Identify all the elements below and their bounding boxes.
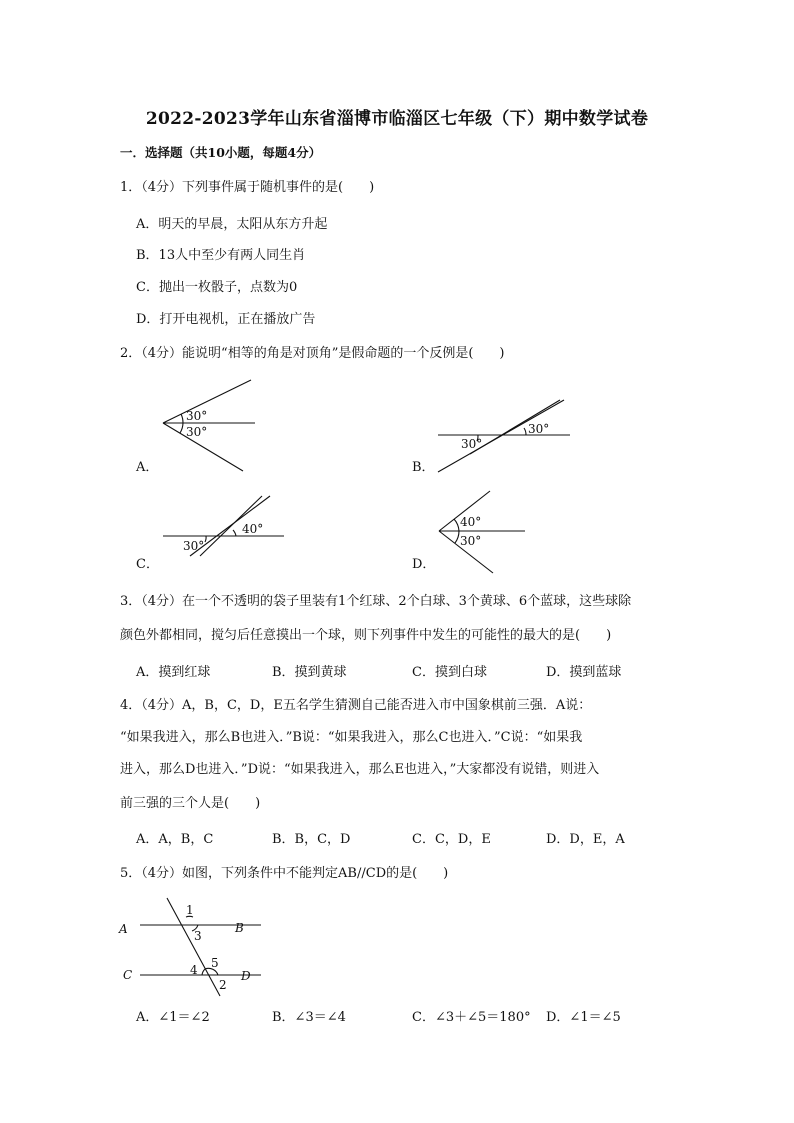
angle-1-label: 1 [186, 903, 194, 917]
q4-option-a: A．A，B，C [136, 832, 214, 847]
point-d-label: D [241, 969, 251, 983]
q1-option-b: B．13人中至少有两人同生肖 [136, 248, 306, 263]
q3-option-a: A．摸到红球 [136, 665, 211, 680]
fig-c-left-arc [205, 536, 206, 542]
fig-b-left-angle-label: 30° [461, 437, 483, 451]
q4-stem-line3: 进入，那么D也进入．”D说：“如果我进入，那么E也进入，”大家都没有说错，则进入 [120, 762, 600, 777]
q2-option-c-label: C． [136, 557, 159, 572]
q4-option-c: C．C，D，E [412, 832, 491, 847]
q1-stem: 1．（4分）下列事件属于随机事件的是( ) [120, 180, 375, 195]
q2-stem: 2．（4分）能说明“相等的角是对顶角”是假命题的一个反例是( ) [120, 346, 505, 361]
q3-option-b: B．摸到黄球 [272, 665, 347, 680]
q2-figure-b [430, 390, 580, 480]
q1-option-d: D．打开电视机，正在播放广告 [136, 312, 316, 327]
fig-c-left-angle-label: 30° [183, 539, 205, 553]
q2-figure-c [150, 490, 290, 560]
q2-figure-d [430, 488, 560, 578]
page-title: 2022-2023学年山东省淄博市临淄区七年级（下）期中数学试卷 [145, 109, 649, 129]
q3-stem-line1: 3．（4分）在一个不透明的袋子里装有1个红球、2个白球、3个黄球、6个蓝球，这些球除 [120, 594, 632, 609]
q4-stem-line4: 前三强的三个人是( ) [120, 796, 261, 811]
q5-option-d: D．∠1＝∠5 [546, 1010, 621, 1025]
q1-option-a: A．明天的早晨，太阳从东方升起 [136, 217, 328, 232]
q3-option-c: C．摸到白球 [412, 665, 487, 680]
q2-figure-a [150, 375, 270, 475]
q5-figure [118, 895, 268, 997]
fig-a-upper-angle-label: 30° [186, 409, 208, 423]
fig-a-upper-arc [181, 414, 183, 423]
fig-c-right-arc [233, 530, 236, 536]
q4-option-d: D．D，E，A [546, 832, 625, 847]
fig-b-right-arc [524, 428, 526, 435]
q4-stem-line1: 4．（4分）A，B，C，D，E五名学生猜测自己能否进入市中国象棋前三强．A说： [120, 698, 592, 713]
q5-option-b: B．∠3＝∠4 [272, 1010, 346, 1025]
fig-d-upper-arc [454, 519, 459, 531]
fig-a-lower-angle-label: 30° [186, 425, 208, 439]
q3-stem-line2: 颜色外都相同，搅匀后任意摸出一个球，则下列事件中发生的可能性的最大的是( ) [120, 628, 612, 643]
angle-5-label: 5 [211, 956, 219, 970]
point-c-label: C [123, 968, 133, 982]
q5-option-c: C．∠3＋∠5＝180° [412, 1010, 531, 1025]
angle-3-label: 3 [194, 929, 202, 943]
q3-option-d: D．摸到蓝球 [546, 665, 622, 680]
angle-4-label: 4 [190, 963, 198, 977]
point-b-label: B [235, 921, 244, 935]
fig-d-lower-arc [455, 531, 459, 543]
q5-option-a: A．∠1＝∠2 [136, 1010, 210, 1025]
section-heading: 一．选择题（共10小题，每题4分） [120, 145, 322, 160]
angle-4-arc [202, 969, 205, 975]
q4-option-b: B．B，C，D [272, 832, 351, 847]
fig-d-upper-angle-label: 40° [460, 515, 482, 529]
fig-c-right-angle-label: 40° [242, 522, 264, 536]
q4-stem-line2: “如果我进入，那么B也进入．”B说：“如果我进入，那么C也进入．”C说：“如果我 [120, 730, 583, 745]
fig-a-lower-arc [180, 423, 183, 433]
point-a-label: A [119, 922, 128, 936]
q1-option-c: C．抛出一枚骰子，点数为0 [136, 280, 298, 295]
fig-d-lower-angle-label: 30° [460, 534, 482, 548]
q2-option-a-label: A． [136, 460, 159, 475]
angle-2-label: 2 [219, 978, 227, 992]
q2-option-b-label: B． [412, 460, 435, 475]
fig-b-right-angle-label: 30° [528, 422, 550, 436]
q5-stem: 5．（4分）如图，下列条件中不能判定AB//CD的是( ) [120, 866, 449, 881]
q2-option-d-label: D． [412, 557, 436, 572]
